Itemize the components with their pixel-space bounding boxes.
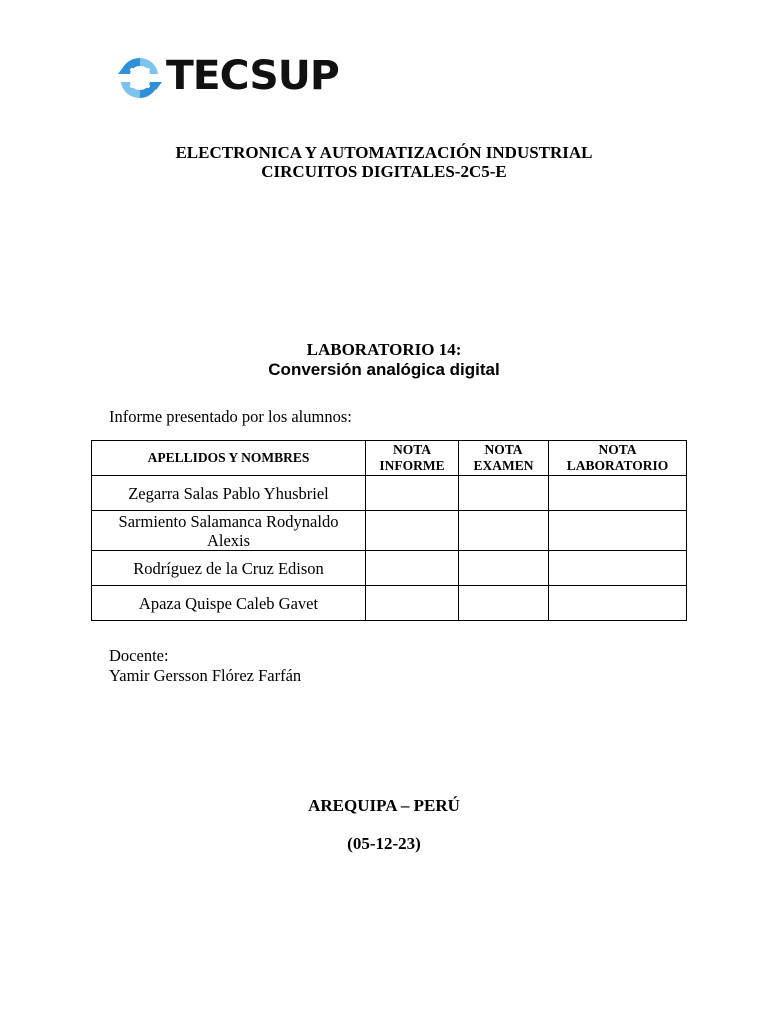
- header-nota-informe: NOTA INFORME: [366, 441, 459, 476]
- grade-cell: [366, 586, 459, 621]
- table-header-row: [92, 441, 687, 476]
- grade-cell: [549, 511, 687, 551]
- grade-cell: [549, 476, 687, 511]
- student-name: Zegarra Salas Pablo Yhusbriel: [92, 476, 366, 511]
- grade-cell: [459, 551, 549, 586]
- lab-title: Conversión analógica digital: [268, 360, 500, 379]
- student-name: Apaza Quispe Caleb Gavet: [92, 586, 366, 621]
- date: (05-12-23): [347, 834, 421, 853]
- grade-cell: [459, 511, 549, 551]
- table-row: [92, 511, 687, 551]
- grade-cell: [549, 586, 687, 621]
- intro-text: Informe presentado por los alumnos:: [109, 407, 352, 426]
- header-nota-laboratorio: NOTA LABORATORIO: [549, 441, 687, 476]
- grade-cell: [366, 476, 459, 511]
- grade-cell: [549, 551, 687, 586]
- tecsup-logo: [116, 52, 339, 104]
- header-names: APELLIDOS Y NOMBRES: [92, 441, 366, 476]
- grade-cell: [459, 586, 549, 621]
- lab-number: LABORATORIO 14:: [306, 340, 462, 359]
- docente-name: Yamir Gersson Flórez Farfán: [109, 666, 302, 685]
- grade-cell: [366, 551, 459, 586]
- header-nota-examen: NOTA EXAMEN: [459, 441, 549, 476]
- docente-label: Docente:: [109, 646, 169, 665]
- student-name: Sarmiento Salamanca Rodynaldo Alexis: [92, 511, 366, 551]
- course-title: CIRCUITOS DIGITALES-2C5-E: [261, 162, 507, 181]
- tecsup-emblem-icon: [116, 52, 164, 104]
- student-name: Rodríguez de la Cruz Edison: [92, 551, 366, 586]
- location: AREQUIPA – PERÚ: [308, 796, 460, 815]
- table-row: [92, 476, 687, 511]
- table-row: [92, 551, 687, 586]
- program-title: ELECTRONICA Y AUTOMATIZACIÓN INDUSTRIAL: [175, 143, 593, 162]
- grade-cell: [459, 476, 549, 511]
- students-table: [91, 440, 687, 621]
- logo-wordmark: TECSUP: [166, 53, 339, 99]
- grade-cell: [366, 511, 459, 551]
- table-row: [92, 586, 687, 621]
